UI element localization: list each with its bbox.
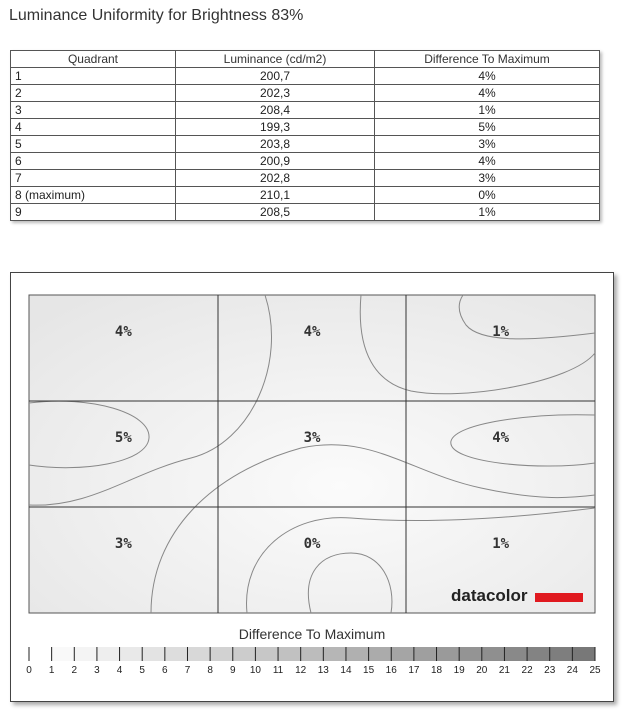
scale-tick-label: 8	[207, 665, 213, 676]
scale-segment	[97, 647, 120, 661]
scale-segment	[29, 647, 52, 661]
cell-luminance: 200,9	[176, 153, 375, 170]
scale-segment	[504, 647, 527, 661]
scale-tick-label: 14	[340, 665, 352, 676]
cell-label-8: 0%	[303, 536, 321, 552]
legend-title: Difference To Maximum	[238, 626, 386, 642]
cell-quadrant: 5	[11, 136, 176, 153]
cell-label-3: 1%	[492, 324, 510, 340]
table-row	[11, 119, 600, 136]
cell-label-4: 5%	[114, 430, 132, 446]
cell-difference: 1%	[375, 102, 600, 119]
scale-tick-label: 25	[589, 665, 601, 676]
table-row	[11, 85, 600, 102]
uniformity-heatmap	[11, 273, 613, 701]
plot-area	[29, 295, 595, 613]
scale-segment	[369, 647, 392, 661]
scale-tick-label: 13	[317, 665, 329, 676]
scale-segment	[187, 647, 210, 661]
cell-label-7: 3%	[114, 536, 132, 552]
luminance-table	[10, 50, 600, 221]
scale-segment	[437, 647, 460, 661]
cell-luminance: 210,1	[176, 187, 375, 204]
col-header-luminance: Luminance (cd/m2)	[176, 51, 375, 68]
scale-segment	[165, 647, 188, 661]
scale-segment	[52, 647, 75, 661]
scale-segment	[323, 647, 346, 661]
scale-tick-label: 16	[385, 665, 397, 676]
cell-difference: 4%	[375, 85, 600, 102]
table-row	[11, 204, 600, 221]
scale-segment	[391, 647, 414, 661]
scale-segment	[459, 647, 482, 661]
cell-quadrant: 8 (maximum)	[11, 187, 176, 204]
scale-tick-label: 19	[453, 665, 465, 676]
scale-segment	[74, 647, 97, 661]
cell-luminance: 208,5	[176, 204, 375, 221]
cell-difference: 4%	[375, 68, 600, 85]
table-row	[11, 68, 600, 85]
scale-tick-label: 20	[476, 665, 488, 676]
cell-difference: 3%	[375, 170, 600, 187]
col-header-quadrant: Quadrant	[11, 51, 176, 68]
cell-luminance: 202,3	[176, 85, 375, 102]
cell-difference: 4%	[375, 153, 600, 170]
cell-label-1: 4%	[114, 324, 132, 340]
table-row	[11, 170, 600, 187]
scale-tick-label: 21	[498, 665, 511, 676]
scale-tick-label: 1	[48, 665, 55, 676]
cell-quadrant: 1	[11, 68, 176, 85]
cell-difference: 1%	[375, 204, 600, 221]
scale-segment	[301, 647, 324, 661]
scale-tick-label: 11	[272, 665, 284, 676]
scale-segment	[527, 647, 550, 661]
cell-label-2: 4%	[303, 324, 321, 340]
scale-segment	[346, 647, 369, 661]
scale-segment	[414, 647, 437, 661]
cell-quadrant: 9	[11, 204, 176, 221]
cell-label-9: 1%	[492, 536, 510, 552]
scale-tick-label: 15	[363, 665, 375, 676]
table-row	[11, 187, 600, 204]
cell-difference: 3%	[375, 136, 600, 153]
col-header-difference: Difference To Maximum	[375, 51, 600, 68]
scale-tick-label: 23	[544, 665, 556, 676]
scale-tick-label: 18	[430, 665, 443, 676]
scale-segment	[572, 647, 595, 661]
cell-luminance: 202,8	[176, 170, 375, 187]
table-row	[11, 102, 600, 119]
scale-tick-label: 6	[162, 665, 168, 676]
cell-luminance: 199,3	[176, 119, 375, 136]
cell-quadrant: 7	[11, 170, 176, 187]
cell-luminance: 208,4	[176, 102, 375, 119]
page-title: Luminance Uniformity for Brightness 83%	[9, 7, 304, 24]
scale-tick-label: 12	[295, 665, 307, 676]
scale-segment	[278, 647, 301, 661]
scale-segment	[255, 647, 278, 661]
uniformity-chart-panel	[10, 272, 614, 702]
table-header-row	[11, 51, 600, 68]
logo-text: datacolor	[451, 586, 528, 605]
scale-tick-label: 9	[229, 665, 236, 676]
cell-quadrant: 4	[11, 119, 176, 136]
cell-difference: 0%	[375, 187, 600, 204]
scale-tick-label: 0	[26, 665, 32, 676]
scale-tick-label: 10	[249, 665, 261, 676]
cell-difference: 5%	[375, 119, 600, 136]
scale-tick-label: 3	[94, 665, 100, 676]
scale-segment	[120, 647, 143, 661]
color-scale	[26, 647, 601, 676]
cell-label-5: 3%	[303, 430, 321, 446]
scale-segment	[210, 647, 233, 661]
scale-segment	[482, 647, 505, 661]
scale-tick-label: 4	[116, 665, 123, 676]
cell-luminance: 200,7	[176, 68, 375, 85]
scale-segment	[233, 647, 256, 661]
cell-luminance: 203,8	[176, 136, 375, 153]
cell-label-6: 4%	[492, 430, 510, 446]
table-row	[11, 136, 600, 153]
cell-quadrant: 6	[11, 153, 176, 170]
cell-quadrant: 3	[11, 102, 176, 119]
scale-tick-label: 22	[521, 665, 533, 676]
logo-accent-bar	[535, 593, 583, 602]
scale-tick-label: 7	[184, 665, 191, 676]
cell-quadrant: 2	[11, 85, 176, 102]
scale-tick-label: 24	[566, 665, 578, 676]
table-row	[11, 153, 600, 170]
scale-tick-label: 17	[408, 665, 420, 676]
scale-segment	[142, 647, 165, 661]
scale-tick-label: 5	[139, 665, 145, 676]
scale-segment	[550, 647, 573, 661]
scale-tick-label: 2	[71, 665, 78, 676]
